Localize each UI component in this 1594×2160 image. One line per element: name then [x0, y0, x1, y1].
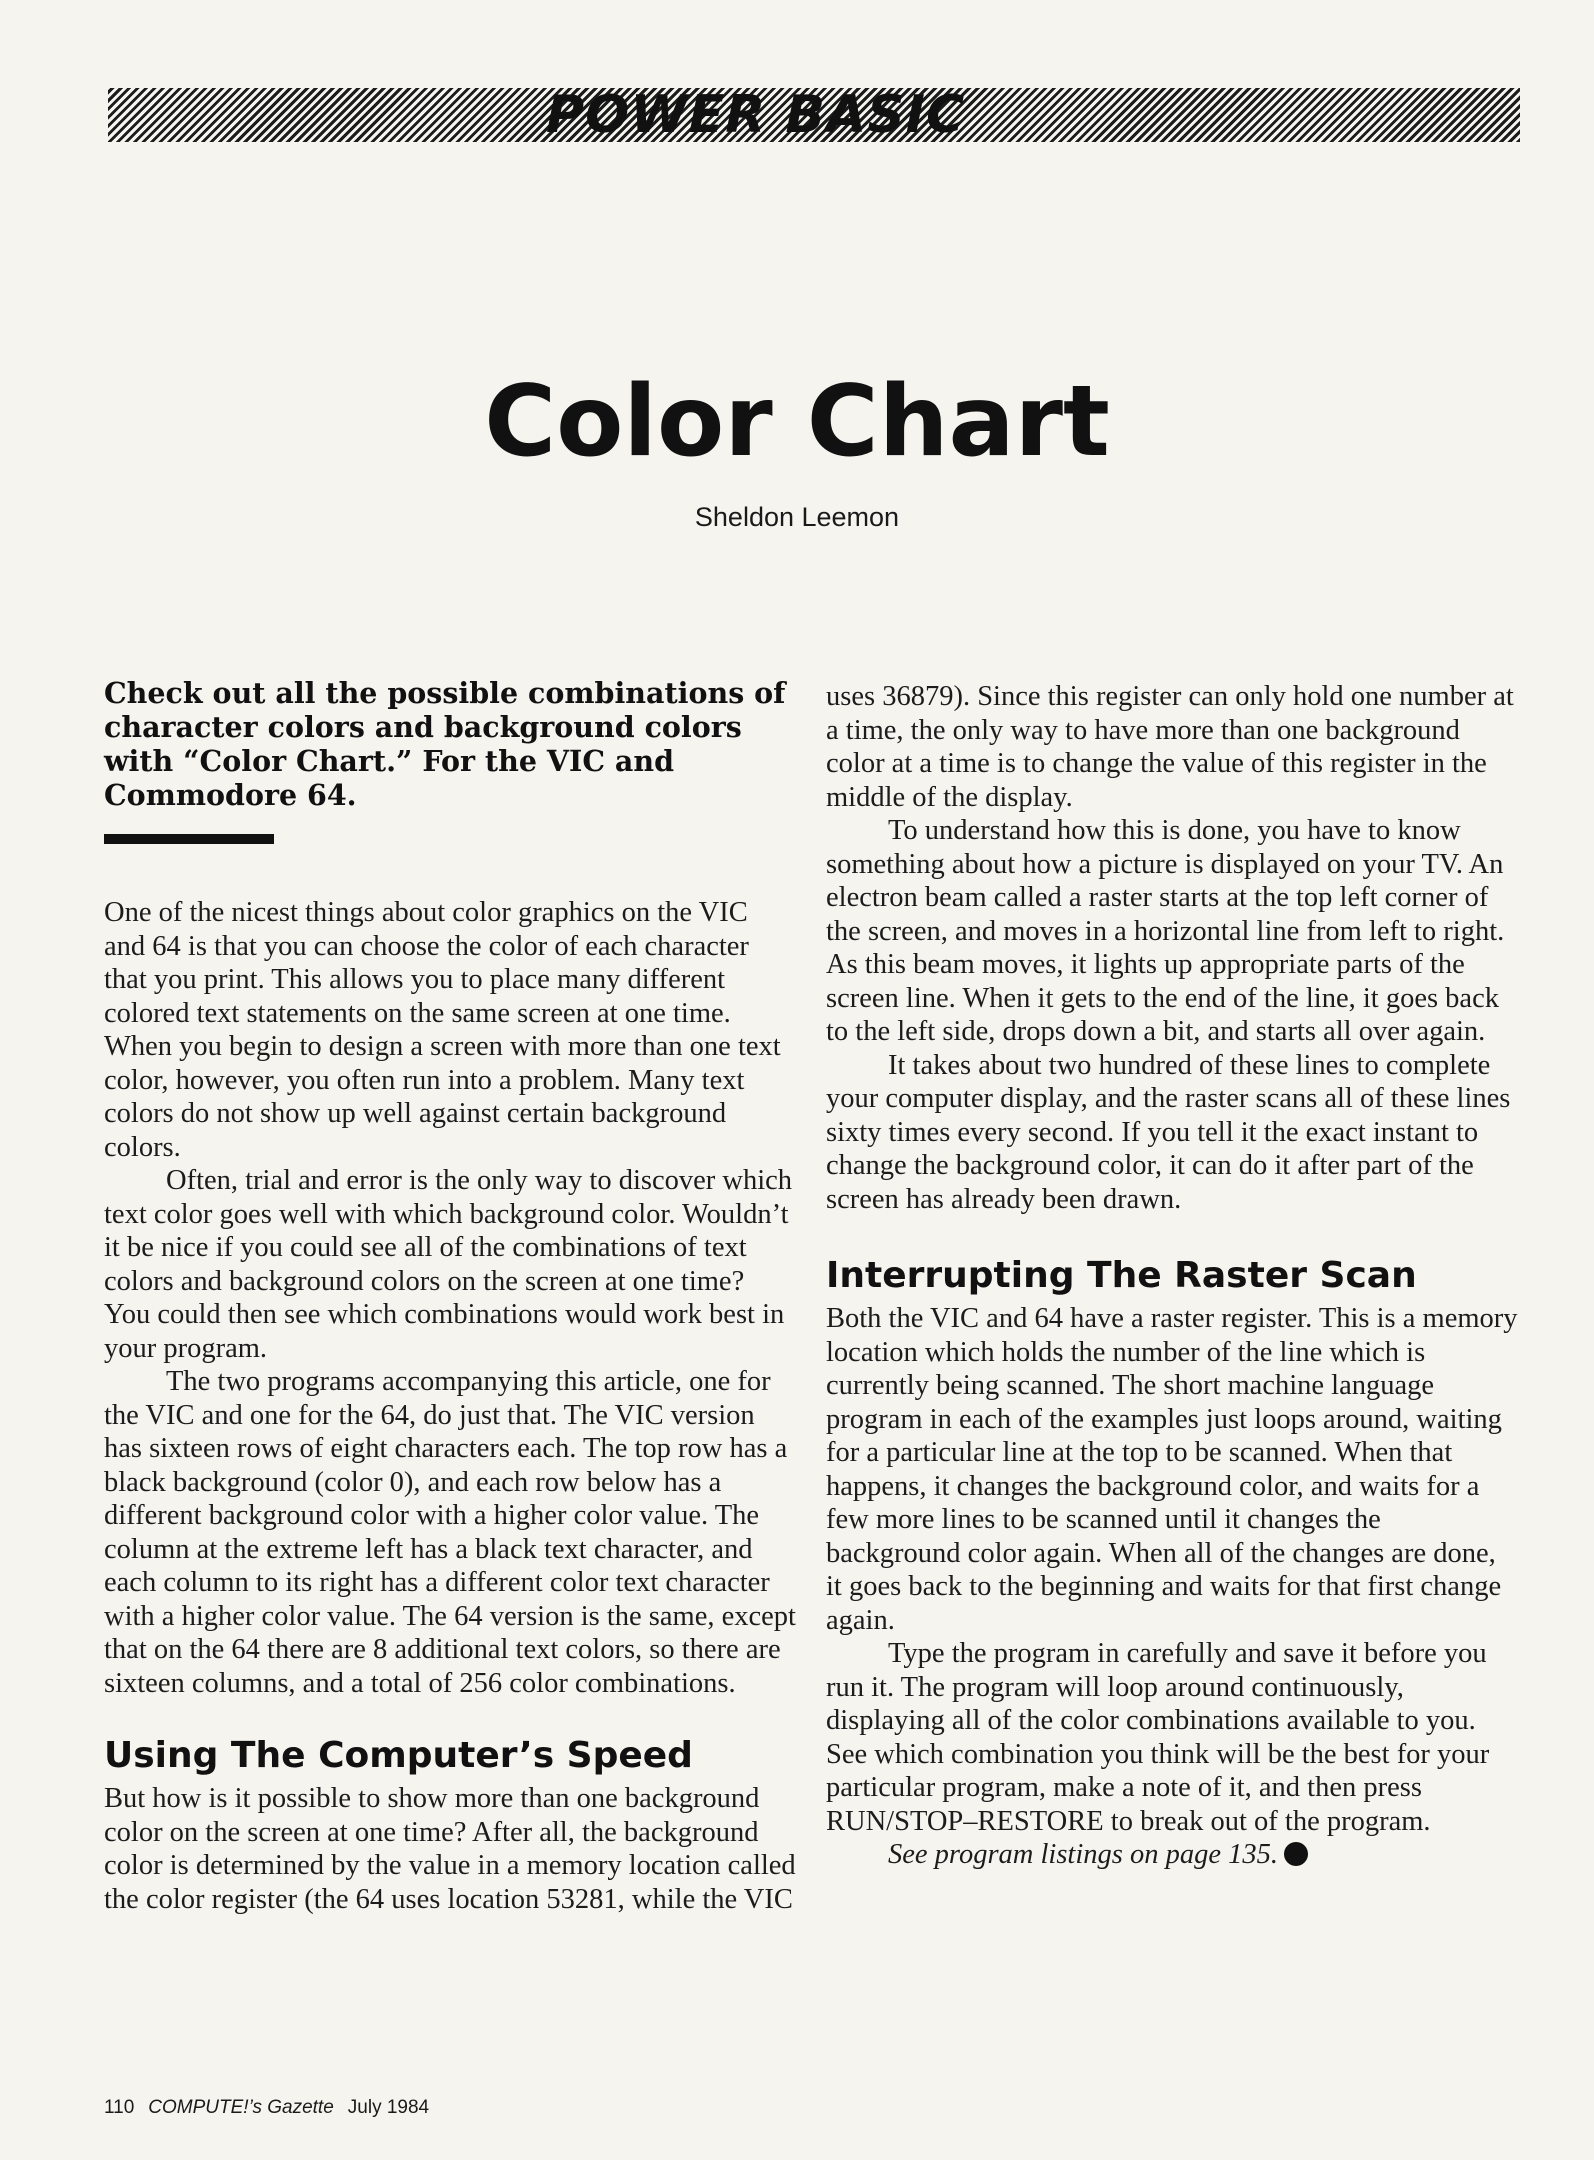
subhead-computer-speed: Using The Computer’s Speed — [104, 1735, 693, 1776]
right-column — [826, 680, 1518, 1872]
article-deck: Check out all the possible combinations of character colors and background colors with “Color Chart.” For the VIC and Commodore 64. — [104, 676, 786, 812]
body-paragraph: It takes about two hundred of these lines to complete your computer display, and the raster scans all of these lines sixty times every second. If you tell it the exact instant to change the background color, it can do it after part of the screen has already been drawn. — [826, 1049, 1511, 1215]
subhead-raster-scan: Interrupting The Raster Scan — [826, 1255, 1417, 1296]
issue-date: July 1984 — [347, 2097, 430, 2118]
see-listings-note — [826, 1838, 1518, 1872]
page-footer — [104, 2097, 429, 2119]
body-paragraph: Type the program in carefully and save it before you run it. The program will loop around continuously, displaying all of the color combinations available to you. See which combination you think will be the best for your particular program, make a note of it, and then press RUN/STOP–RESTORE to break out of the program. — [826, 1638, 1490, 1837]
deck-rule-divider — [104, 834, 274, 844]
article-author: Sheldon Leemon — [694, 502, 900, 532]
body-paragraph: The two programs accompanying this article, one for the VIC and one for the 64, do just that. The VIC version has sixteen rows of eight characters each. The top row has a black background (color 0), and each row below has a different background color with a higher color value. The column at the extreme left has a black text character, and each column to its right has a different color text character with a higher color value. The 64 version is the same, except that on the 64 there are 8 additional text colors, so there are sixteen columns, and a total of 256 color combinations. — [104, 1366, 796, 1699]
section-label: POWER BASIC — [546, 85, 966, 145]
body-paragraph: To understand how this is done, you have to know something about how a picture is displayed on your TV. An electron beam called a raster starts at the top left corner of the screen, and moves in a horizontal line from left to right. As this beam moves, it lights up appropriate parts of the screen line. When it gets to the end of the line, it goes back to the left side, drops down a bit, and starts all over again. — [826, 815, 1505, 1047]
body-paragraph: Often, trial and error is the only way to discover which text color goes well with which background color. Wouldn’t it be nice if you could see all of the combinations of text colors and background colors on the screen at one time? You could then see which combinations would work best in your program. — [104, 1165, 793, 1364]
body-paragraph: One of the nicest things about color graphics on the VIC and 64 is that you can choose the color of each character that you print. This allows you to place many different colored text statements on the same screen at one time. When you begin to design a screen with more than one text color, however, you often run into a problem. Many text colors do not show up well against certain background colors. — [104, 897, 781, 1163]
end-of-article-icon — [1284, 1842, 1308, 1866]
article-title: Color Chart — [484, 365, 1110, 479]
body-paragraph: Both the VIC and 64 have a raster register. This is a memory location which holds the number of the line which is currently being scanned. The short machine language program in each of the examples just loops around, waiting for a particular line at the top to be scanned. When that happens, it changes the background color, and waits for a few more lines to be scanned until it changes the background color again. When all of the changes are done, it goes back to the beginning and waits for that first change again. — [826, 1303, 1518, 1636]
page-number: 110 — [104, 2097, 135, 2118]
see-listings-text: See program listings on page 135. — [888, 1839, 1279, 1870]
publication-name: COMPUTE!’s Gazette — [148, 2097, 334, 2118]
left-column — [104, 676, 796, 1916]
body-paragraph: But how is it possible to show more than one background color on the screen at one time? After all, the background color is determined by the value in a memory location called the color register (the 64 uses location 53281, while the VIC — [104, 1783, 796, 1915]
body-paragraph: uses 36879). Since this register can only hold one number at a time, the only way to have more than one background color at a time is to change the value of this register in the middle of the display. — [826, 681, 1514, 813]
